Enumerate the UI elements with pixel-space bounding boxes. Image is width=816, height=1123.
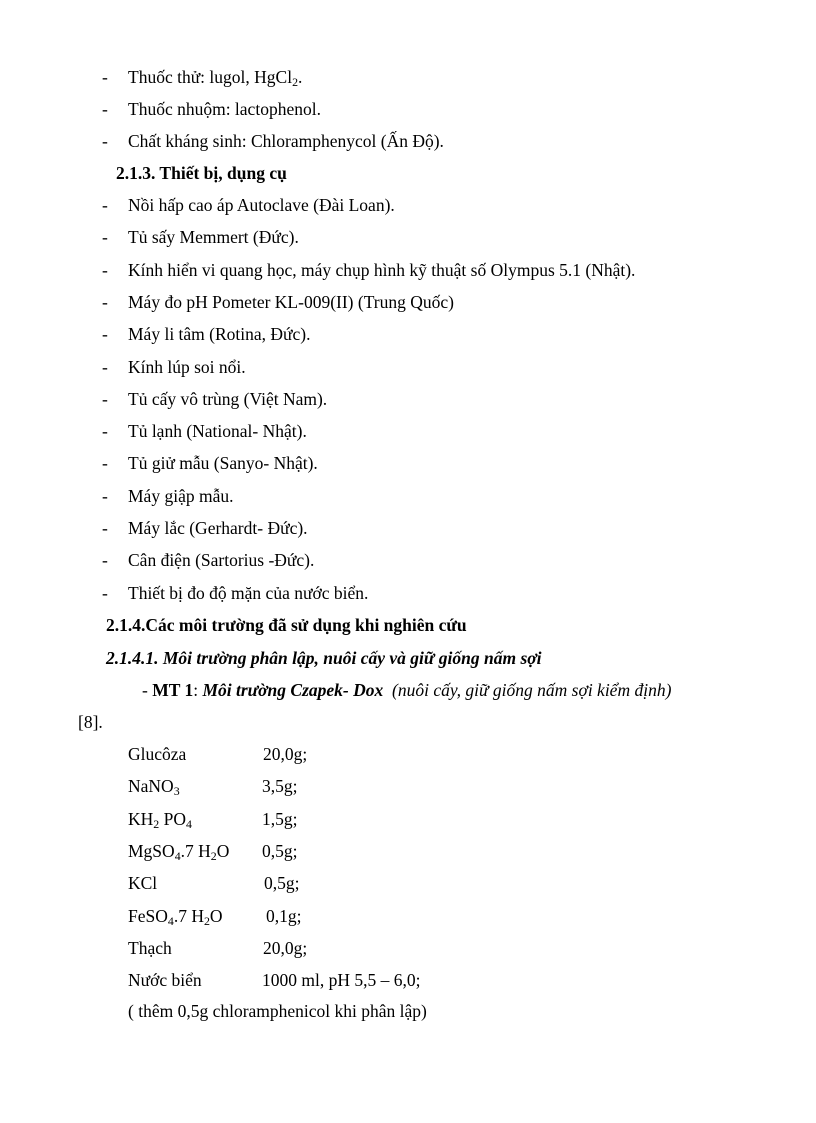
bullet-dash: - (102, 99, 108, 119)
reagent-text: Chất kháng sinh: Chloramphenycol (Ấn Độ). (128, 131, 444, 151)
bullet-dash: - (102, 67, 108, 87)
reagent-text: Thuốc nhuộm: lactophenol. (128, 99, 321, 119)
ingredient-name: FeSO$_4$.7 $H_2O$ (128, 905, 223, 928)
equipment-text: Máy đo pH Pometer KL-009(II) (Trung Quốc) (128, 291, 454, 312)
section-heading: 2.1.3. Thiết bị, dụng cụ (116, 163, 287, 183)
ingredient-name: MgSO$_4$.7 $H_2O$ (128, 840, 230, 863)
reagent-text: Thuốc thử: lugol, HgCl$_2$. (128, 67, 303, 89)
ingredient-name: Glucôza (128, 744, 187, 764)
bullet-dash: - (102, 388, 108, 409)
equipment-text: Kính lúp soi nổi. (128, 356, 246, 377)
ingredient-name: NaNO$_3$ (128, 776, 180, 799)
ingredient-amount: 3,5g; (262, 776, 298, 797)
medium-label: MT 1 (152, 680, 194, 700)
bullet-dash: - (102, 421, 108, 442)
section-heading: 2.1.4.Các môi trường đã sử dụng khi nghiên cứu (106, 615, 467, 635)
equipment-text: Tủ sấy Memmert (Đức). (128, 227, 299, 248)
ingredient-name: Nước biển (128, 970, 202, 991)
bullet-dash: - (102, 259, 108, 280)
medium-name: Môi trường Czapek- Dox (202, 680, 384, 700)
equipment-text: Kính hiển vi quang học, máy chụp hình kỹ thuật số Olympus 5.1 (Nhật). (128, 259, 636, 280)
ingredient-name: KCl (128, 873, 158, 894)
bullet-dash: - (102, 227, 108, 248)
ingredient-amount: 1000 ml, pH 5,5 – 6,0; (262, 970, 421, 991)
ingredient-amount: 0,5g; (264, 873, 300, 894)
bullet-dash: - (102, 356, 108, 377)
subsection-heading: 2.1.4.1. Môi trường phân lập, nuôi cấy và giữ giống nấm sợi (106, 648, 542, 668)
ingredient-amount: 0,5g; (262, 840, 298, 861)
equipment-text: Cân điện (Sartorius -Đức). (128, 550, 315, 571)
bullet-dash: - (102, 324, 108, 345)
ingredient-name: $KH_2$ $PO_4$ (128, 808, 192, 831)
ingredient-amount: 1,5g; (262, 808, 298, 829)
equipment-text: Tủ lạnh (National- Nhật). (128, 421, 307, 442)
bullet-dash: - (102, 518, 108, 538)
ingredient-amount: 0,1g; (266, 905, 302, 926)
recipe-note: ( thêm 0,5g chloramphenicol khi phân lập) (128, 1001, 427, 1021)
bullet-dash: - (102, 485, 108, 506)
equipment-text: Máy li tâm (Rotina, Đức). (128, 324, 311, 345)
equipment-text: Máy giập mẫu. (128, 485, 234, 506)
ingredient-name: Thạch (128, 937, 172, 958)
equipment-text: Nồi hấp cao áp Autoclave (Đài Loan). (128, 195, 395, 215)
equipment-text: Tủ giử mẫu (Sanyo- Nhật). (128, 453, 318, 474)
medium-note: (nuôi cấy, giữ giống nấm sợi kiểm định) (392, 680, 672, 700)
equipment-text: Máy lắc (Gerhardt- Đức). (128, 518, 308, 538)
ingredient-amount: 20,0g; (263, 744, 308, 764)
bullet-dash: - (102, 291, 108, 312)
equipment-text: Thiết bị đo độ mặn của nước biển. (128, 582, 369, 603)
bullet-dash: - (102, 195, 108, 215)
equipment-text: Tủ cấy vô trùng (Việt Nam). (128, 388, 328, 409)
reference: [8]. (78, 712, 103, 732)
medium-title: - MT 1: Môi trường Czapek- Dox (nuôi cấy, giữ giống nấm sợi kiểm định) (142, 680, 672, 700)
bullet-dash: - (102, 131, 108, 151)
bullet-dash: - (102, 453, 108, 474)
bullet-dash: - (102, 550, 108, 571)
bullet-dash: - (102, 582, 108, 603)
ingredient-amount: 20,0g; (263, 937, 308, 958)
